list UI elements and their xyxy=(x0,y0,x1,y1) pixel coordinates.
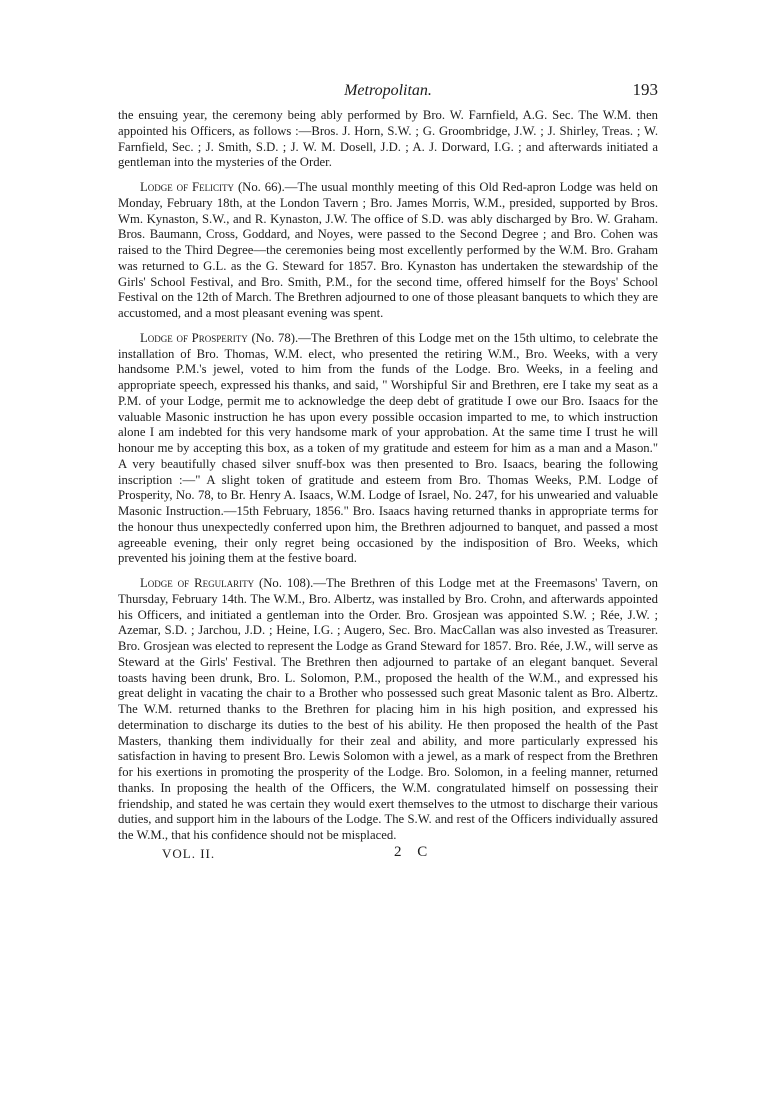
lodge-name: Lodge of Prosperity xyxy=(140,330,248,345)
page-number: 193 xyxy=(632,80,658,99)
running-title: Metropolitan. xyxy=(344,82,432,99)
lodge-name: Lodge of Regularity xyxy=(140,576,255,590)
running-head xyxy=(118,82,658,108)
journal-page xyxy=(118,82,658,868)
lodge-name: Lodge of Felicity xyxy=(140,180,235,194)
sheet-mark: 2 C xyxy=(394,843,434,860)
paragraph-text: the ensuing year, the ceremony being ably performed by Bro. W. Farnfield, A.G. Sec. The W.M. then appointed his Officers, as follows :—Bros. J. Horn, S.W. ; G. Groombridge, J.W. ; J. Shirley, Treas. ; W. Farnfield, Sec. ; J. Smith, S.D. ; J. W. M. Dosell, J.D. ; A. J. Dorward, I.G. ; and afterwards initiated a gentleman into the mysteries of the Order. xyxy=(118,108,658,170)
paragraph-continuation xyxy=(118,108,658,171)
paragraph-text: (No. 78).—The Brethren of this Lodge met on the 15th ultimo, to celebrate the installation of Bro. Thomas, W.M. elect, who presented the retiring W.M., Bro. Weeks, with a very handsome P.M.'s jewel, voted to him from the funds of the Lodge. Bro. Weeks, in a feeling and appropriate speech, expressed his thanks, and said, " Worshipful Sir and Brethren, ere I take my seat as a P.M. of your Lodge, permit me to acknowledge the deep debt of gratitude I owe our Bro. Isaacs for the valuable Masonic instruction he has upon every possible occasion imparted to me, to which instruction alone I am indebted for this very handsome mark of your approbation. At the same time I trust he will honour me by accepting this box, as a token of my gratitude and esteem for him as a man and a Mason." A very beautifully chased silver snuff-box was then presented to Bro. Isaacs, bearing the following inscription :—" A slight token of gratitude and esteem from Bro. Thomas Weeks, P.M. Lodge of Prosperity, No. 78, to Br. Henry A. Isaacs, W.M. Lodge of Israel, No. 247, for his unwearied and valuable Masonic Instruction.—15th February, 1856." Bro. Isaacs having returned thanks in appropriate terms for the honour thus unexpectedly conferred upon him, the Brethren adjourned to banquet, and passed a most agreeable evening, their only regret being occasioned by the indisposition of Bro. Weeks, which prevented his joining them at the festive board. xyxy=(118,330,658,566)
paragraph-lodge-of-felicity xyxy=(118,180,658,322)
paragraph-lodge-of-prosperity xyxy=(118,331,658,567)
paragraph-text: (No. 108).—The Brethren of this Lodge met at the Freemasons' Tavern, on Thursday, February 14th. The W.M., Bro. Albertz, was installed by Bro. Crohn, and afterwards appointed his Officers, and initiated a gentleman into the Order. Bro. Grosjean was appointed S.W. ; Rée, J.W. ; Azemar, S.D. ; Jarchou, J.D. ; Heine, I.G. ; Augero, Sec. Bro. MacCallan was also invested as Treasurer. Bro. Grosjean was elected to represent the Lodge as Grand Steward for 1857. Bro. Rée, J.W., will serve as Steward at the Girls' Festival. The Brethren then adjourned to partake of an elegant banquet. Several toasts having been drunk, Bro. L. Solomon, P.M., proposed the health of the W.M., and expressed his great delight in vacating the chair to a Brother who possessed such great Masonic talent as Bro. Albertz. The W.M. returned thanks to the Brethren for placing him in his high position, and expressed his determination to discharge its duties to the best of his ability. He then proposed the health of the Past Masters, thanking them individually for their zeal and ability, and more particularly expressed his satisfaction in having to present Bro. Lewis Solomon with a jewel, as a mark of respect from the Brethren for his exertions in promoting the prosperity of the Lodge. Bro. Solomon, in a feeling manner, returned thanks. In proposing the health of the Officers, the W.M. congratulated himself on possessing their friendship, and stated he was certain they would exert themselves to the utmost to discharge their various duties, and support him in the labours of the Lodge. The S.W. and rest of the Officers individually assured the W.M., that his confidence should not be misplaced. xyxy=(118,576,658,842)
page-footer xyxy=(118,843,658,868)
paragraph-text: (No. 66).—The usual monthly meeting of this Old Red-apron Lodge was held on Monday, February 18th, at the London Tavern ; Bro. James Morris, W.M., presided, supported by Bros. Wm. Kynaston, S.W., and R. Kynaston, J.W. The office of S.D. was ably discharged by Bro. W. Graham. Bros. Baumann, Cross, Goddard, and Noyes, were passed to the Second Degree ; and Bro. Cohen was raised to the Third Degree—the ceremonies being most excellently performed by the W.M. Bro. Graham was returned to G.L. as the G. Steward for 1857. Bro. Kynaston has undertaken the stewardship of the Girls' School Festival, and Bro. Smith, P.M., for the second time, offered himself for the Boys' School Festival on the 12th of March. The Brethren adjourned to one of those pleasant banquets to which they are accustomed, and a most pleasant evening was spent. xyxy=(118,180,658,320)
volume-signature: VOL. II. xyxy=(162,845,216,861)
paragraph-lodge-of-regularity xyxy=(118,576,658,844)
